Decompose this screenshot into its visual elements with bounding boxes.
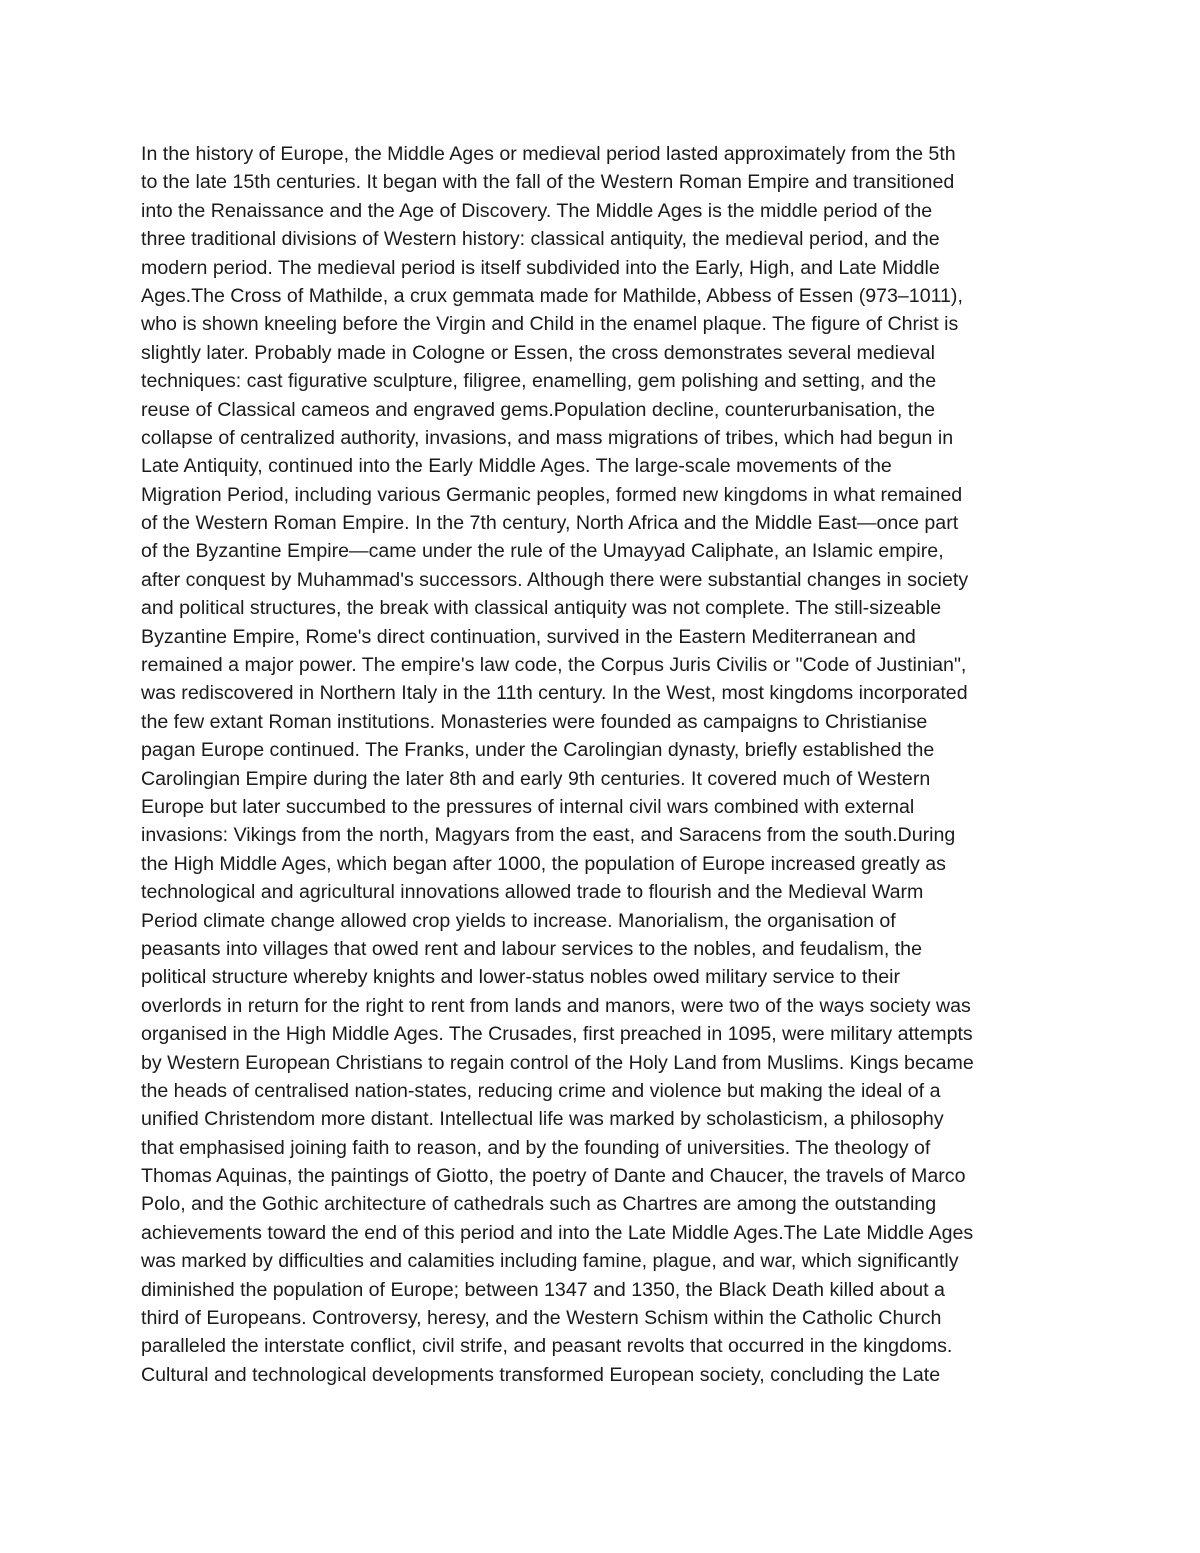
text-line: overlords in return for the right to rent from lands and manors, were two of the ways society was bbox=[141, 994, 971, 1017]
text-line: into the Renaissance and the Age of Discovery. The Middle Ages is the middle period of the bbox=[141, 199, 933, 222]
text-line: who is shown kneeling before the Virgin and Child in the enamel plaque. The figure of Christ is bbox=[141, 313, 959, 336]
text-line: after conquest by Muhammad's successors. Although there were substantial changes in society bbox=[141, 568, 969, 591]
text-line: achievements toward the end of this period and into the Late Middle Ages.The Late Middle Ages bbox=[141, 1221, 974, 1244]
text-line: third of Europeans. Controversy, heresy, and the Western Schism within the Catholic Church bbox=[141, 1307, 942, 1330]
text-line: collapse of centralized authority, invasions, and mass migrations of tribes, which had begun in bbox=[141, 426, 954, 449]
text-line: political structure whereby knights and lower-status nobles owed military service to their bbox=[141, 966, 901, 989]
text-line: was rediscovered in Northern Italy in the 11th century. In the West, most kingdoms incorporated bbox=[141, 682, 968, 705]
text-line: diminished the population of Europe; between 1347 and 1350, the Black Death killed about a bbox=[141, 1278, 945, 1301]
text-line: the heads of centralised nation-states, reducing crime and violence but making the ideal of a bbox=[141, 1079, 941, 1102]
text-line: Carolingian Empire during the later 8th and early 9th centuries. It covered much of Western bbox=[141, 767, 931, 790]
text-line: Ages.The Cross of Mathilde, a crux gemmata made for Mathilde, Abbess of Essen (973–1011), bbox=[141, 284, 963, 307]
text-line: Europe but later succumbed to the pressures of internal civil wars combined with external bbox=[141, 795, 915, 818]
text-line: In the history of Europe, the Middle Ages or medieval period lasted approximately from the 5th bbox=[141, 143, 956, 165]
text-line: by Western European Christians to regain control of the Holy Land from Muslims. Kings became bbox=[141, 1051, 974, 1074]
text-line: pagan Europe continued. The Franks, under the Carolingian dynasty, briefly established the bbox=[141, 739, 935, 762]
text-line: invasions: Vikings from the north, Magyars from the east, and Saracens from the south.During bbox=[141, 824, 956, 847]
text-line: modern period. The medieval period is itself subdivided into the Early, High, and Late Middle bbox=[141, 256, 940, 279]
text-line: Polo, and the Gothic architecture of cathedrals such as Chartres are among the outstanding bbox=[141, 1193, 937, 1216]
text-line: the few extant Roman institutions. Monasteries were founded as campaigns to Christianise bbox=[141, 710, 928, 733]
text-line: Migration Period, including various Germanic peoples, formed new kingdoms in what remained bbox=[141, 483, 963, 506]
text-line: slightly later. Probably made in Cologne or Essen, the cross demonstrates several medieval bbox=[141, 341, 935, 364]
text-line: Period climate change allowed crop yields to increase. Manorialism, the organisation of bbox=[141, 909, 896, 932]
text-line: and political structures, the break with classical antiquity was not complete. The still-sizeable bbox=[141, 597, 942, 620]
text-line: was marked by difficulties and calamities including famine, plague, and war, which significantly bbox=[141, 1250, 959, 1273]
text-line: the High Middle Ages, which began after 1000, the population of Europe increased greatly as bbox=[141, 852, 946, 875]
text-line: technological and agricultural innovations allowed trade to flourish and the Medieval Warm bbox=[141, 881, 924, 904]
text-line: peasants into villages that owed rent and labour services to the nobles, and feudalism, the bbox=[141, 937, 922, 960]
text-line: reuse of Classical cameos and engraved gems.Population decline, counterurbanisation, the bbox=[141, 398, 936, 421]
text-line: remained a major power. The empire's law code, the Corpus Juris Civilis or "Code of Justinian", bbox=[141, 654, 967, 677]
text-line: paralleled the interstate conflict, civil strife, and peasant revolts that occurred in the kingdoms. bbox=[141, 1335, 953, 1358]
text-line: three traditional divisions of Western history: classical antiquity, the medieval period, and the bbox=[141, 228, 940, 251]
text-line: that emphasised joining faith to reason, and by the founding of universities. The theology of bbox=[141, 1136, 931, 1159]
text-line: of the Byzantine Empire—came under the rule of the Umayyad Caliphate, an Islamic empire, bbox=[141, 540, 944, 563]
text-line: Late Antiquity, continued into the Early Middle Ages. The large-scale movements of the bbox=[141, 455, 892, 478]
text-line: of the Western Roman Empire. In the 7th century, North Africa and the Middle East—once part bbox=[141, 512, 959, 535]
text-line: techniques: cast figurative sculpture, filigree, enamelling, gem polishing and setting, and the bbox=[141, 370, 937, 393]
text-line: Thomas Aquinas, the paintings of Giotto, the poetry of Dante and Chaucer, the travels of Marco bbox=[141, 1165, 966, 1188]
text-line: organised in the High Middle Ages. The Crusades, first preached in 1095, were military attempts bbox=[141, 1023, 973, 1046]
text-line: unified Christendom more distant. Intellectual life was marked by scholasticism, a philosophy bbox=[141, 1108, 944, 1131]
text-line: Cultural and technological developments transformed European society, concluding the Late bbox=[141, 1363, 941, 1386]
body-paragraph bbox=[141, 140, 1071, 1389]
text-line: to the late 15th centuries. It began with the fall of the Western Roman Empire and transitioned bbox=[141, 171, 955, 194]
text-line: Byzantine Empire, Rome's direct continuation, survived in the Eastern Mediterranean and bbox=[141, 625, 916, 648]
